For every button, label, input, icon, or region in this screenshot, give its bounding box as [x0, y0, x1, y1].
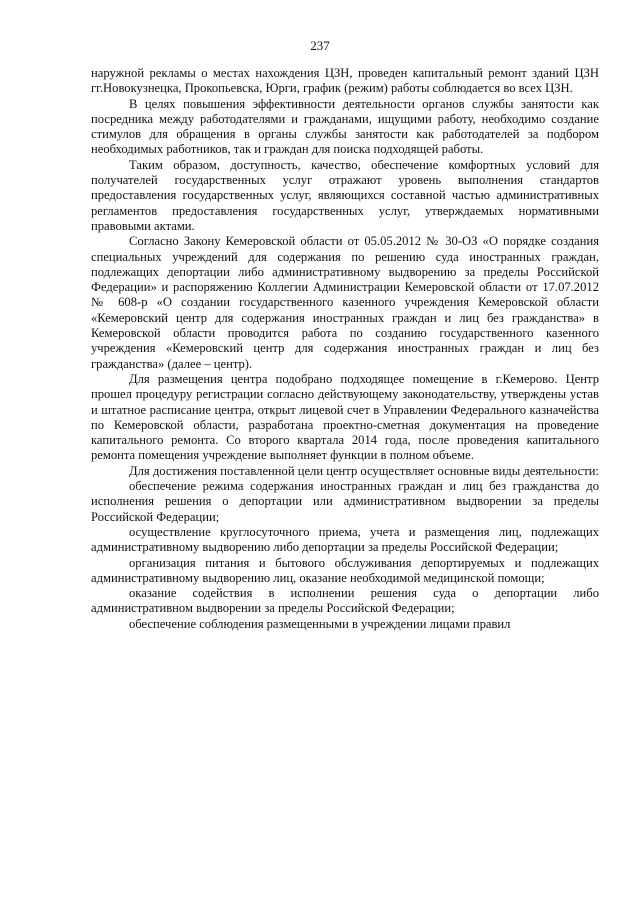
- list-item: организация питания и бытового обслуживания депортируемых и подлежащих административному выдворению лиц, оказание необходимой медицинской помощи;: [91, 555, 599, 585]
- list-item: оказание содействия в исполнении решения суда о депортации либо административном выдворении за пределы Российской Федерации;: [91, 586, 599, 616]
- document-body: [91, 66, 599, 632]
- paragraph: Для размещения центра подобрано подходящее помещение в г.Кемерово. Центр прошел процедуру регистрации согласно действующему законодательству, утверждены устав и штатное расписание центра, открыт лицевой счет в Управлении Федерального казначейства по Кемеровской области, разработана проектно-сметная документация на проведение капитального ремонта. Со второго квартала 2014 года, после проведения капитального ремонта помещения учреждение выполняет функции в полном объеме.: [91, 371, 599, 463]
- paragraph: Таким образом, доступность, качество, обеспечение комфортных условий для получателей государственных услуг отражают уровень выполнения стандартов предоставления государственных услуг, являющихся составной частью административных регламентов предоставления государственных услуг, утверждаемых нормативными правовыми актами.: [91, 157, 599, 233]
- paragraph-continuation: наружной рекламы о местах нахождения ЦЗН, проведен капитальный ремонт зданий ЦЗН гг.Новокузнецка, Прокопьевска, Юрги, график (режим) работы соблюдается во всех ЦЗН.: [91, 66, 599, 96]
- paragraph: В целях повышения эффективности деятельности органов службы занятости как посредника между работодателями и гражданами, ищущими работу, необходимо создание стимулов для обращения в органы службы занятости как работодателей за подбором необходимых работников, так и граждан для поиска подходящей работы.: [91, 96, 599, 157]
- list-item: осуществление круглосуточного приема, учета и размещения лиц, подлежащих административному выдворению либо депортации за пределы Российской Федерации;: [91, 524, 599, 555]
- list-item: обеспечение режима содержания иностранных граждан и лиц без гражданства до исполнения решения о депортации или административном выдворении за пределы Российской Федерации;: [91, 479, 599, 524]
- page-number: 237: [310, 38, 330, 53]
- paragraph: Согласно Закону Кемеровской области от 05.05.2012 № 30-ОЗ «О порядке создания специальных учреждений для содержания по решению суда иностранных граждан, подлежащих депортации либо административному выдворению за пределы Российской Федерации» и распоряжению Коллегии Администрации Кемеровской области от 17.07.2012 № 608-р «О создании государственного казенного учреждения Кемеровской области «Кемеровский центр для содержания иностранных граждан и лиц без гражданства» в Кемеровской области проводится работа по созданию государственного казенного учреждения «Кемеровский центр для содержания иностранных граждан и лиц без гражданства» (далее – центр).: [91, 234, 599, 371]
- paragraph: Для достижения поставленной цели центр осуществляет основные виды деятельности:: [129, 463, 599, 478]
- list-item: обеспечение соблюдения размещенными в учреждении лицами правил: [129, 616, 511, 631]
